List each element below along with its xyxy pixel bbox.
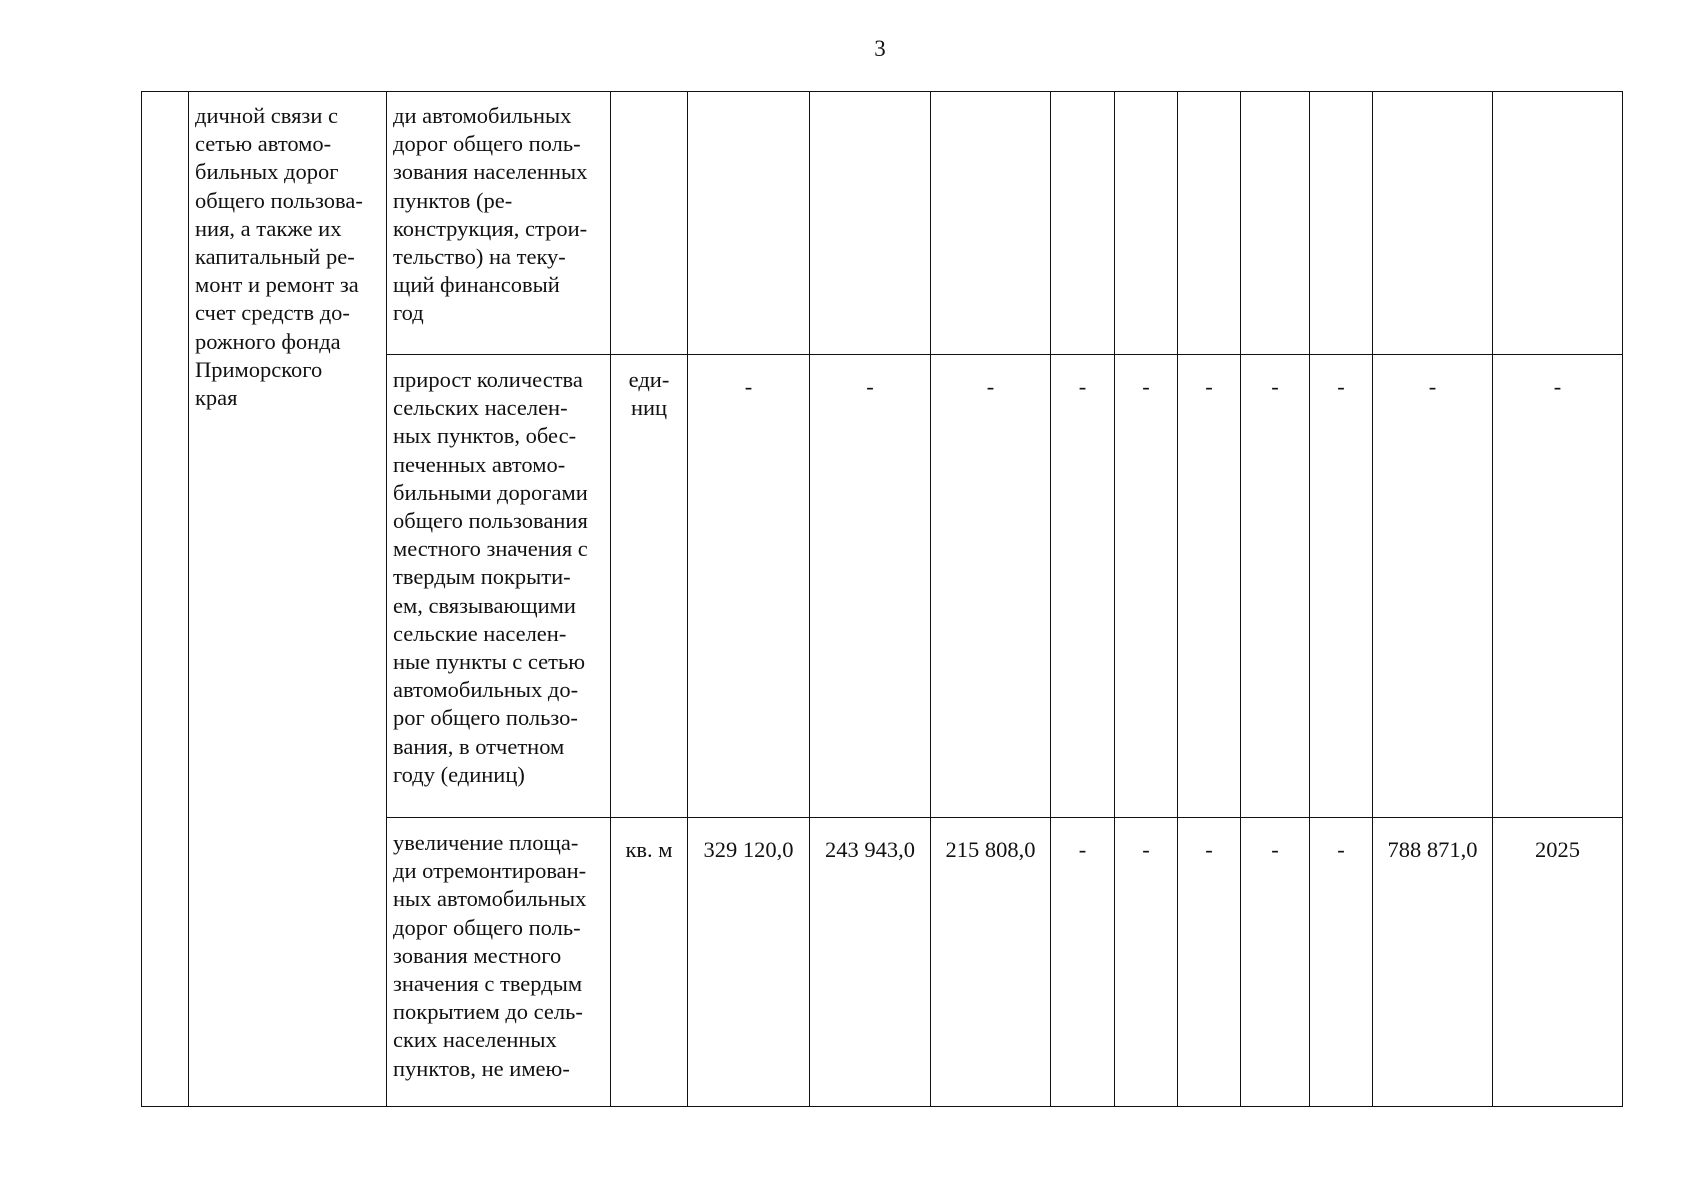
value-cell: - bbox=[1493, 355, 1623, 818]
value-cell: - bbox=[1241, 818, 1310, 1107]
value-cell: - bbox=[1310, 818, 1373, 1107]
row-number-cell bbox=[142, 355, 189, 1107]
indicator-cell bbox=[387, 818, 611, 1107]
value-cell bbox=[1310, 92, 1373, 355]
value-cell: - bbox=[1178, 818, 1241, 1107]
indicators-table bbox=[141, 91, 1623, 1107]
unit-text: кв. м bbox=[625, 837, 673, 862]
value-cell bbox=[1373, 92, 1493, 355]
value-cell: - bbox=[810, 355, 931, 818]
value-cell bbox=[1241, 92, 1310, 355]
task-text: дичной связи с сетью автомо- бильных дорог общего пользова- ния, а также их капитальный ре- монт и ремонт за счет средств до- рожного фонда Приморского края bbox=[195, 103, 363, 411]
value-cell: 243 943,0 bbox=[810, 818, 931, 1107]
value-cell: 788 871,0 bbox=[1373, 818, 1493, 1107]
indicator-text: ди автомобильных дорог общего поль- зования населенных пунктов (ре- конструкция, строи- тельство) на теку- щий финансовый год bbox=[393, 103, 588, 326]
value-cell bbox=[931, 92, 1051, 355]
row-number-cell bbox=[142, 92, 189, 355]
unit-cell bbox=[611, 818, 688, 1107]
indicator-text: увеличение площа- ди отремонтирован- ных автомобильных дорог общего поль- зования местного значения с твердым покрытием до сель- ских населенных пунктов, не имею- bbox=[393, 830, 587, 1081]
value-cell: - bbox=[931, 355, 1051, 818]
value-cell bbox=[1115, 92, 1178, 355]
page-number: 3 bbox=[874, 36, 886, 61]
value-cell: - bbox=[1115, 355, 1178, 818]
indicator-cell bbox=[387, 92, 611, 355]
value-cell: - bbox=[688, 355, 810, 818]
indicator-text: прирост количества сельских населен- ных пунктов, обес- печенных автомо- бильными дорогами общего пользования местного значения с твердым покрыти- ем, связывающими сельские населен- ные пункты с сетью автомобильных до- рог общего пользо- вания, в отчетном году (единиц) bbox=[393, 367, 588, 787]
table-row bbox=[142, 92, 1623, 355]
value-cell: - bbox=[1178, 355, 1241, 818]
value-cell bbox=[1051, 92, 1115, 355]
value-cell: 329 120,0 bbox=[688, 818, 810, 1107]
value-cell: - bbox=[1241, 355, 1310, 818]
task-cell bbox=[189, 92, 387, 1107]
value-cell bbox=[688, 92, 810, 355]
value-cell: - bbox=[1051, 818, 1115, 1107]
unit-cell bbox=[611, 92, 688, 355]
value-cell: - bbox=[1373, 355, 1493, 818]
indicator-cell bbox=[387, 355, 611, 818]
value-cell: 2025 bbox=[1493, 818, 1623, 1107]
value-cell: - bbox=[1310, 355, 1373, 818]
value-cell: - bbox=[1051, 355, 1115, 818]
value-cell bbox=[1178, 92, 1241, 355]
value-cell: 215 808,0 bbox=[931, 818, 1051, 1107]
unit-cell bbox=[611, 355, 688, 818]
value-cell bbox=[1493, 92, 1623, 355]
unit-text: еди- ниц bbox=[628, 367, 670, 421]
value-cell: - bbox=[1115, 818, 1178, 1107]
value-cell bbox=[810, 92, 931, 355]
